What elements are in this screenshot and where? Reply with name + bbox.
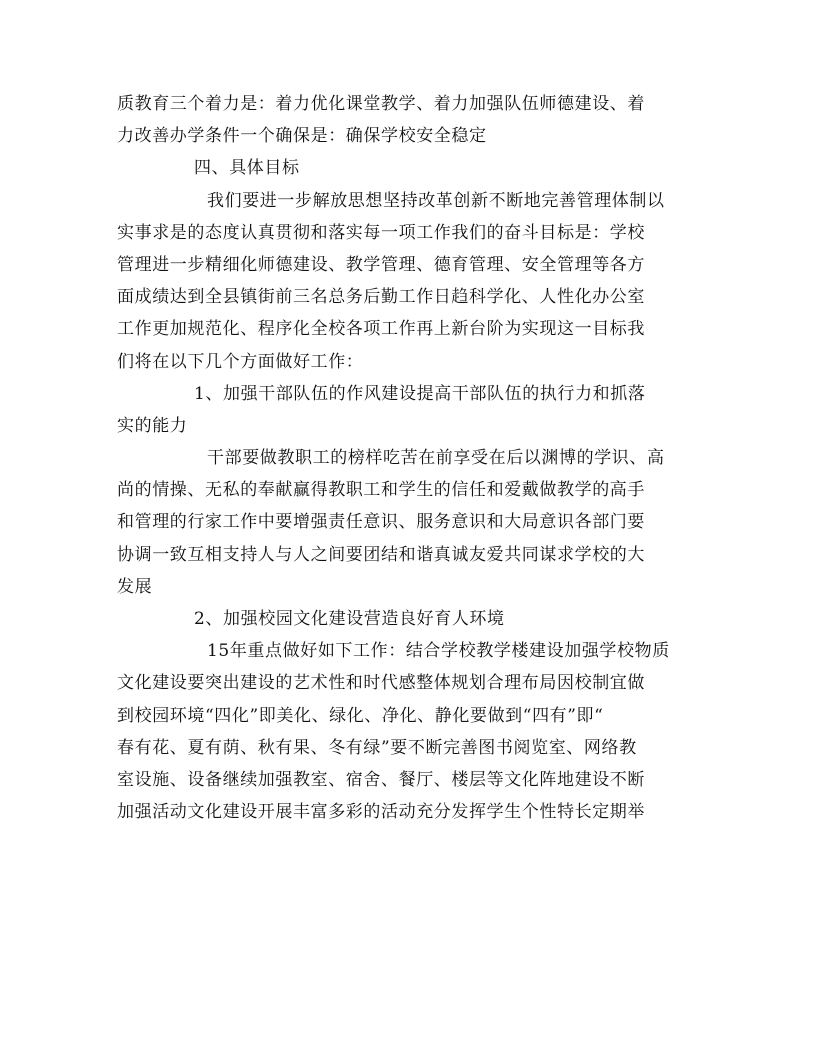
paragraph-first-line: 干部要做教职工的榜样吃苦在前享受在后以渊博的学识、高 — [207, 448, 665, 469]
document-body — [117, 88, 702, 828]
body-text-line: 管理进一步精细化师德建设、教学管理、德育管理、安全管理等各方 — [117, 254, 645, 275]
subsection-heading: 2、加强校园文化建设营造良好育人环境 — [194, 609, 505, 629]
body-text-line: 协调一致互相支持人与人之间要团结和谐真诚友爱共同谋求学校的大 — [117, 544, 645, 565]
body-text-line: 到校园环境“四化”即美化、绿化、净化、静化要做到“四有”即“ — [117, 705, 604, 726]
body-text-line: 质教育三个着力是：着力优化课堂教学、着力加强队伍师德建设、着 — [117, 94, 645, 114]
body-text-line: 力改善办学条件一个确保是：确保学校安全稳定 — [117, 126, 487, 147]
body-text-line: 工作更加规范化、程序化全校各项工作再上新台阶为实现这一目标我 — [117, 319, 645, 340]
body-text-line: 们将在以下几个方面做好工作： — [117, 351, 364, 372]
paragraph-first-line: 我们要进一步解放思想坚持改革创新不断地完善管理体制以 — [207, 190, 665, 211]
body-text-line: 面成绩达到全县镇街前三名总务后勤工作日趋科学化、人性化办公室 — [117, 287, 645, 308]
body-text-line: 实事求是的态度认真贯彻和落实每一项工作我们的奋斗目标是：学校 — [117, 222, 645, 243]
body-text-line: 和管理的行家工作中要增强责任意识、服务意识和大局意识各部门要 — [117, 512, 645, 533]
section-heading: 四、具体目标 — [194, 158, 300, 179]
body-text-line: 发展 — [117, 576, 153, 597]
body-text-line: 文化建设要突出建设的艺术性和时代感整体规划合理布局因校制宜做 — [117, 673, 645, 694]
body-text-line: 加强活动文化建设开展丰富多彩的活动充分发挥学生个性特长定期举 — [117, 802, 645, 823]
body-text-line: 室设施、设备继续加强教室、宿舍、餐厅、楼层等文化阵地建设不断 — [117, 769, 645, 790]
subsection-heading: 1、加强干部队伍的作风建设提高干部队伍的执行力和抓落 — [194, 383, 646, 404]
body-text-line: 尚的情操、无私的奉献赢得教职工和学生的信任和爱戴做教学的高手 — [117, 480, 645, 501]
body-text-line: 春有花、夏有荫、秋有果、冬有绿”要不断完善图书阅览室、网络教 — [117, 737, 637, 758]
paragraph-first-line: 15年重点做好如下工作：结合学校教学楼建设加强学校物质 — [207, 641, 670, 662]
body-text-line: 实的能力 — [117, 415, 188, 436]
